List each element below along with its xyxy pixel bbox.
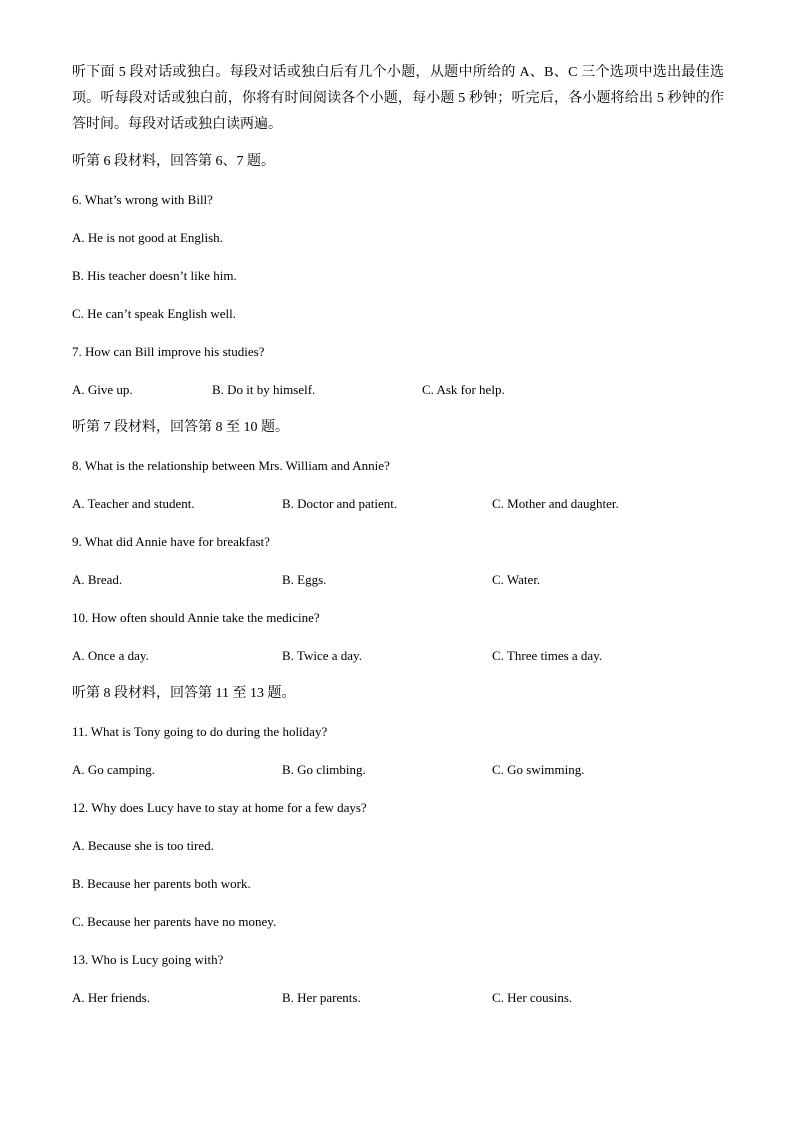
option-b[interactable]: B. His teacher doesn’t like him. — [72, 268, 237, 283]
option-a[interactable]: A. Go camping. — [72, 762, 156, 777]
question-stem: 7. How can Bill improve his studies? — [72, 344, 265, 359]
option-b[interactable]: B. Do it by himself. — [212, 382, 316, 397]
options-row — [72, 380, 724, 400]
option-c[interactable]: C. Her cousins. — [492, 990, 573, 1005]
option-a[interactable]: A. Once a day. — [72, 648, 149, 663]
option-a[interactable]: A. Teacher and student. — [72, 496, 195, 511]
option-a[interactable]: A. Bread. — [72, 572, 123, 587]
options-row — [72, 494, 724, 514]
question-stem: 10. How often should Annie take the medicine? — [72, 610, 320, 625]
option-c[interactable]: C. Mother and daughter. — [492, 496, 619, 511]
question-stem: 11. What is Tony going to do during the holiday? — [72, 724, 328, 739]
question-stem: 12. Why does Lucy have to stay at home for a few days? — [72, 800, 367, 815]
question-stem: 9. What did Annie have for breakfast? — [72, 534, 270, 549]
options-row — [72, 760, 724, 780]
option-c[interactable]: C. Go swimming. — [492, 762, 585, 777]
option-b[interactable]: B. Doctor and patient. — [282, 496, 398, 511]
option-b[interactable]: B. Her parents. — [282, 990, 361, 1005]
section-heading: 听第 6 段材料，回答第 6、7 题。 — [72, 154, 275, 169]
options-row — [72, 570, 724, 590]
option-c[interactable]: C. Water. — [492, 572, 541, 587]
options-row — [72, 988, 724, 1008]
option-a[interactable]: A. He is not good at English. — [72, 230, 223, 245]
section-heading: 听第 7 段材料，回答第 8 至 10 题。 — [72, 420, 289, 435]
option-c[interactable]: C. Three times a day. — [492, 648, 603, 663]
option-a[interactable]: A. Because she is too tired. — [72, 838, 214, 853]
question-stem: 8. What is the relationship between Mrs. William and Annie? — [72, 458, 390, 473]
option-c[interactable]: C. Ask for help. — [422, 382, 505, 397]
exam-page — [72, 60, 724, 1008]
option-a[interactable]: A. Give up. — [72, 382, 133, 397]
option-b[interactable]: B. Eggs. — [282, 572, 327, 587]
option-b[interactable]: B. Because her parents both work. — [72, 876, 251, 891]
section-heading: 听第 8 段材料，回答第 11 至 13 题。 — [72, 686, 296, 701]
options-row — [72, 646, 724, 666]
option-c[interactable]: C. Because her parents have no money. — [72, 914, 277, 929]
question-stem: 6. What’s wrong with Bill? — [72, 192, 213, 207]
instructions-paragraph: 听下面 5 段对话或独白。每段对话或独白后有几个小题，从题中所给的 A、B、C 三个选项中选出最佳选项。听每段对话或独白前，你将有时间阅读各个小题，每小题 5 秒钟；听完后，各小题将给出 5 秒钟的作答时间。每段对话或独白读两遍。 — [72, 65, 724, 132]
question-stem: 13. Who is Lucy going with? — [72, 952, 224, 967]
option-a[interactable]: A. Her friends. — [72, 990, 150, 1005]
option-b[interactable]: B. Go climbing. — [282, 762, 366, 777]
option-b[interactable]: B. Twice a day. — [282, 648, 362, 663]
option-c[interactable]: C. He can’t speak English well. — [72, 306, 237, 321]
